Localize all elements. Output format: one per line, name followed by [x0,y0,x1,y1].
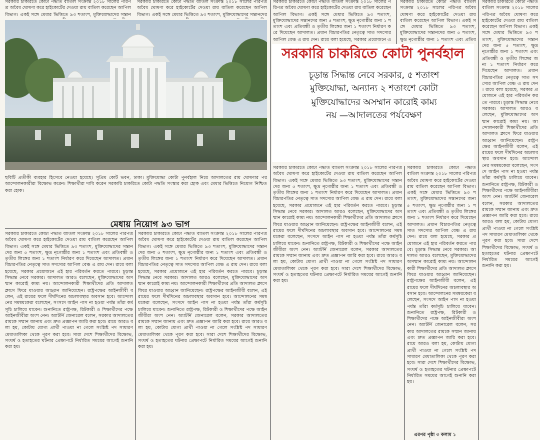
continuation-note: এরপর পৃষ্ঠা ৩ কলাম ১ [414,433,456,438]
deck-line: নয় —আদালতের পর্যবেক্ষণ [326,111,422,122]
headline: সরকারি চাকরিতে কোটা পুনর্বহাল [281,46,465,62]
headline-deck [276,70,472,124]
court-building-photo [5,20,267,170]
body-column-right-top: সরকারি চাকরিতে কোটা পদ্ধতি বাতিল সংক্রান্ত ২০১৮ সালের পরিপত্র অবৈধ ঘোষণা করে হাইকোর্টের দেওয়া রায় বাতিল করেছেন আপিল বিভাগ। একই সঙ্গে মেধার ভিত্তিতে ৯৩ শতাংশ, মুক্তিযোদ্ধাদের সন্তানদের জন্য ৫ শতাংশ, ক্ষুদ্র নৃগোষ্ঠীর জন্য ১ শতাংশ এবং প্রতিব [400,0,476,42]
body-column-center-right: সরকারি চাকরিতে কোটা পদ্ধতি বাতিল সংক্রান্ত ২০১৮ সালের পরিপত্র অবৈধ ঘোষণা করে হাইকোর্টের দেওয়া রায় বাতিল করেছেন আপিল বিভাগ। একই সঙ্গে মেধার ভিত্তিতে ৯৩ শতাংশ, মুক্তিযোদ্ধাদের সন্তানদের জন্য ৫ শতাংশ, ক্ষুদ্র নৃগোষ্ঠীর জন্য ১ শতাংশ এবং প্রতিবন্ধী ও তৃতীয় লিঙ্গের জন্য ১ শতাংশ নির্ধারণ করে দিয়েছেন আদালত। প্রধান বিচারপতির নেতৃত্বে সাত সদস্যের আপিল বেঞ্চ এ রায় দেন। রায়ে বলা হয়েছে, সরকার প্রয়োজনে এই হার পরিবর্তন করতে পারবে। চূড়ান্ত সিদ্ধান্ত নেবে সরকার। আদালত আরও বলেছেন, মুক্তিযোদ্ধাদের অসম্মান কারোই কাম্য নয়। আন্দোলনকারী শিক্ষার্থীদের প্রতি আদালত ক্লাসে ফিরে যাওয়ার আহ্বান জানিয়েছেন। রাষ্ট্রপক্ষের আইনজীবী বলেন, এই রায়ের ফলে দীর্ঘদিনের অচলাবস্থার অবসান হবে। আন্দোলনের সমন্বয়কেরা বলেছেন, সংসদে আইন পাস না হওয়া পর্যন্ত তাঁরা কর্মসূচি চালিয়ে যাবেন। শুনানিতে রাষ্ট্রপক্ষ, রিটকারী ও শিক্ষার্থীদের পক্ষে আইনজীবীরা অংশ নেন। অ্যাটর্নি জেনারেল বলেন, সরকার আদালতের রায়কে সম্মান জানায় এবং দ্রুত প্রজ্ঞাপন জারি করা হবে। রায়ে আরও বলা হয়, কোটায় যোগ্য প্রার্থী পাওয়া না গেলে সংশ্লিষ্ট পদ সাধারণ মেধাতালিকা থেকে পূরণ করা হবে। সারা দেশে শিক্ষার্থীদের বিক্ষোভ, সংঘর্ষ ও হতাহতের ঘটনার প্রেক্ষাপটে নির্ধারিত সময়ের আগেই শুনানি করা হয়। [407,166,476,386]
story-title: মেধায় নিয়োগ ৯৩ ভাগ [110,220,190,230]
photo-caption: ছবিটি প্রতীকী ব্যবহার হিসেবে নেওয়া হয়েছে। সুপ্রিম কোর্ট ভবন, ঢাকা। মুক্তিযোদ্ধা কোটা পুনর্বহাল নিয়ে আদালতের রায় ঘোষণার পর আন্দোলনকারীরা বিক্ষোভ করেন। শিক্ষার্থীরা দাবি করেন সরকারি চাকরিতে কোটা পদ্ধতি সংস্কার করা হোক এবং মেধার ভিত্তিতে নিয়োগ নিশ্চিত করা হোক। [5,176,267,194]
column-rule [396,0,397,44]
body-column-top-right: সরকারি চাকরিতে কোটা পদ্ধতি বাতিল সংক্রান্ত ২০১৮ সালের পরিপত্র অবৈধ ঘোষণা করে হাইকোর্টের দেওয়া রায় বাতিল করেছেন আপিল বিভাগ। একই সঙ্গে মেধার ভিত্তিতে ৯৩ শতাংশ, মুক্তিযোদ্ধাদের সন্তানদের জন্য ৫ শতাংশ, ক্ষুদ্র নৃগোষ্ঠীর জন্য ১ শতাংশ এবং প্রতিবন্ধী ও তৃতীয় লিঙ্গের জন্য ১ শতাংশ নির্ধারণ করে দিয়েছেন আদালত। প্রধান বিচারপতির নেতৃত্বে সাত সদস্যের আপিল বেঞ্চ এ রায় দেন। রায়ে বলা হয়েছে, সরকার প্রয়োজনে এ [273,0,391,42]
body-column-top-mid: সরকারি চাকরিতে কোটা পদ্ধতি বাতিল সংক্রান্ত ২০১৮ সালের পরিপত্র অবৈধ ঘোষণা করে হাইকোর্টের দেওয়া রায় বাতিল করেছেন আপিল বিভাগ। একই সঙ্গে মেধার ভিত্তিতে ৯৩ শতাংশ, মুক্তিযোদ্ধাদের সন্তানদের [137,0,267,18]
body-column-center: সরকারি চাকরিতে কোটা পদ্ধতি বাতিল সংক্রান্ত ২০১৮ সালের পরিপত্র অবৈধ ঘোষণা করে হাইকোর্টের দেওয়া রায় বাতিল করেছেন আপিল বিভাগ। একই সঙ্গে মেধার ভিত্তিতে ৯৩ শতাংশ, মুক্তিযোদ্ধাদের সন্তানদের জন্য ৫ শতাংশ, ক্ষুদ্র নৃগোষ্ঠীর জন্য ১ শতাংশ এবং প্রতিবন্ধী ও তৃতীয় লিঙ্গের জন্য ১ শতাংশ নির্ধারণ করে দিয়েছেন আদালত। প্রধান বিচারপতির নেতৃত্বে সাত সদস্যের আপিল বেঞ্চ এ রায় দেন। রায়ে বলা হয়েছে, সরকার প্রয়োজনে এই হার পরিবর্তন করতে পারবে। চূড়ান্ত সিদ্ধান্ত নেবে সরকার। আদালত আরও বলেছেন, মুক্তিযোদ্ধাদের অসম্মান কারোই কাম্য নয়। আন্দোলনকারী শিক্ষার্থীদের প্রতি আদালত ক্লাসে ফিরে যাওয়ার আহ্বান জানিয়েছেন। রাষ্ট্রপক্ষের আইনজীবী বলেন, এই রায়ের ফলে দীর্ঘদিনের অচলাবস্থার অবসান হবে। আন্দোলনের সমন্বয়কেরা বলেছেন, সংসদে আইন পাস না হওয়া পর্যন্ত তাঁরা কর্মসূচি চালিয়ে যাবেন। শুনানিতে রাষ্ট্রপক্ষ, রিটকারী ও শিক্ষার্থীদের পক্ষে আইনজীবীরা অংশ নেন। অ্যাটর্নি জেনারেল বলেন, সরকার আদালতের রায়কে সম্মান জানায় এবং দ্রুত প্রজ্ঞাপন জারি করা হবে। রায়ে আরও বলা হয়, কোটায় যোগ্য প্রার্থী পাওয়া না গেলে সংশ্লিষ্ট পদ সাধারণ মেধাতালিকা থেকে পূরণ করা হবে। সারা দেশে শিক্ষার্থীদের বিক্ষোভ, সংঘর্ষ ও হতাহতের ঘটনার প্রেক্ষাপটে নির্ধারিত সময়ের আগেই শুনানি করা হয়। [273,166,402,285]
body-column-lower-left-2: সরকারি চাকরিতে কোটা পদ্ধতি বাতিল সংক্রান্ত ২০১৮ সালের পরিপত্র অবৈধ ঘোষণা করে হাইকোর্টের দেওয়া রায় বাতিল করেছেন আপিল বিভাগ। একই সঙ্গে মেধার ভিত্তিতে ৯৩ শতাংশ, মুক্তিযোদ্ধাদের সন্তানদের জন্য ৫ শতাংশ, ক্ষুদ্র নৃগোষ্ঠীর জন্য ১ শতাংশ এবং প্রতিবন্ধী ও তৃতীয় লিঙ্গের জন্য ১ শতাংশ নির্ধারণ করে দিয়েছেন আদালত। প্রধান বিচারপতির নেতৃত্বে সাত সদস্যের আপিল বেঞ্চ এ রায় দেন। রায়ে বলা হয়েছে, সরকার প্রয়োজনে এই হার পরিবর্তন করতে পারবে। চূড়ান্ত সিদ্ধান্ত নেবে সরকার। আদালত আরও বলেছেন, মুক্তিযোদ্ধাদের অসম্মান কারোই কাম্য নয়। আন্দোলনকারী শিক্ষার্থীদের প্রতি আদালত ক্লাসে ফিরে যাওয়ার আহ্বান জানিয়েছেন। রাষ্ট্রপক্ষের আইনজীবী বলেন, এই রায়ের ফলে দীর্ঘদিনের অচলাবস্থার অবসান হবে। আন্দোলনের সমন্বয়কেরা বলেছেন, সংসদে আইন পাস না হওয়া পর্যন্ত তাঁরা কর্মসূচি চালিয়ে যাবেন। শুনানিতে রাষ্ট্রপক্ষ, রিটকারী ও শিক্ষার্থীদের পক্ষে আইনজীবীরা অংশ নেন। অ্যাটর্নি জেনারেল বলেন, সরকার আদালতের রায়কে সম্মান জানায় এবং দ্রুত প্রজ্ঞাপন জারি করা হবে। রায়ে আরও বলা হয়, কোটায় যোগ্য প্রার্থী পাওয়া না গেলে সংশ্লিষ্ট পদ সাধারণ মেধাতালিকা থেকে পূরণ করা হবে। সারা দেশে শিক্ষার্থীদের বিক্ষোভ, সংঘর্ষ ও হতাহতের ঘটনার প্রেক্ষাপটে নির্ধারিত সময়ের আগেই শুনানি করা হয়। [138,232,267,351]
body-column-far-right: সরকারি চাকরিতে কোটা পদ্ধতি বাতিল সংক্রান্ত ২০১৮ সালের পরিপত্র অবৈধ ঘোষণা করে হাইকোর্টের দেওয়া রায় বাতিল করেছেন আপিল বিভাগ। একই সঙ্গে মেধার ভিত্তিতে ৯৩ শতাংশ, মুক্তিযোদ্ধাদের সন্তানদের জন্য ৫ শতাংশ, ক্ষুদ্র নৃগোষ্ঠীর জন্য ১ শতাংশ এবং প্রতিবন্ধী ও তৃতীয় লিঙ্গের জন্য ১ শতাংশ নির্ধারণ করে দিয়েছেন আদালত। প্রধান বিচারপতির নেতৃত্বে সাত সদস্যের আপিল বেঞ্চ এ রায় দেন। রায়ে বলা হয়েছে, সরকার প্রয়োজনে এই হার পরিবর্তন করতে পারবে। চূড়ান্ত সিদ্ধান্ত নেবে সরকার। আদালত আরও বলেছেন, মুক্তিযোদ্ধাদের অসম্মান কারোই কাম্য নয়। আন্দোলনকারী শিক্ষার্থীদের প্রতি আদালত ক্লাসে ফিরে যাওয়ার আহ্বান জানিয়েছেন। রাষ্ট্রপক্ষের আইনজীবী বলেন, এই রায়ের ফলে দীর্ঘদিনের অচলাবস্থার অবসান হবে। আন্দোলনের সমন্বয়কেরা বলেছেন, সংসদে আইন পাস না হওয়া পর্যন্ত তাঁরা কর্মসূচি চালিয়ে যাবেন। শুনানিতে রাষ্ট্রপক্ষ, রিটকারী ও শিক্ষার্থীদের পক্ষে আইনজীবীরা অংশ নেন। অ্যাটর্নি জেনারেল বলেন, সরকার আদালতের রায়কে সম্মান জানায় এবং দ্রুত প্রজ্ঞাপন জারি করা হবে। রায়ে আরও বলা হয়, কোটায় যোগ্য প্রার্থী পাওয়া না গেলে সংশ্লিষ্ট পদ সাধারণ মেধাতালিকা থেকে পূরণ করা হবে। সারা দেশে শিক্ষার্থীদের বিক্ষোভ, সংঘর্ষ ও হতাহতের ঘটনার প্রেক্ষাপটে নির্ধারিত সময়ের আগেই শুনানি করা হয়। [482,0,538,270]
column-rule [270,0,271,440]
deck-line: মুক্তিযোদ্ধাদের অসম্মান কারোই কাম্য [311,97,437,108]
body-column-top-left: সরকারি চাকরিতে কোটা পদ্ধতি বাতিল সংক্রান্ত ২০১৮ সালের পরিপত্র অবৈধ ঘোষণা করে হাইকোর্টের দেওয়া রায় বাতিল করেছেন আপিল বিভাগ। একই সঙ্গে মেধার ভিত্তিতে ৯৩ শতাংশ, মুক্তিযোদ্ধাদের সন্তান [5,0,131,18]
body-column-lower-left: সরকারি চাকরিতে কোটা পদ্ধতি বাতিল সংক্রান্ত ২০১৮ সালের পরিপত্র অবৈধ ঘোষণা করে হাইকোর্টের দেওয়া রায় বাতিল করেছেন আপিল বিভাগ। একই সঙ্গে মেধার ভিত্তিতে ৯৩ শতাংশ, মুক্তিযোদ্ধাদের সন্তানদের জন্য ৫ শতাংশ, ক্ষুদ্র নৃগোষ্ঠীর জন্য ১ শতাংশ এবং প্রতিবন্ধী ও তৃতীয় লিঙ্গের জন্য ১ শতাংশ নির্ধারণ করে দিয়েছেন আদালত। প্রধান বিচারপতির নেতৃত্বে সাত সদস্যের আপিল বেঞ্চ এ রায় দেন। রায়ে বলা হয়েছে, সরকার প্রয়োজনে এই হার পরিবর্তন করতে পারবে। চূড়ান্ত সিদ্ধান্ত নেবে সরকার। আদালত আরও বলেছেন, মুক্তিযোদ্ধাদের অসম্মান কারোই কাম্য নয়। আন্দোলনকারী শিক্ষার্থীদের প্রতি আদালত ক্লাসে ফিরে যাওয়ার আহ্বান জানিয়েছেন। রাষ্ট্রপক্ষের আইনজীবী বলেন, এই রায়ের ফলে দীর্ঘদিনের অচলাবস্থার অবসান হবে। আন্দোলনের সমন্বয়কেরা বলেছেন, সংসদে আইন পাস না হওয়া পর্যন্ত তাঁরা কর্মসূচি চালিয়ে যাবেন। শুনানিতে রাষ্ট্রপক্ষ, রিটকারী ও শিক্ষার্থীদের পক্ষে আইনজীবীরা অংশ নেন। অ্যাটর্নি জেনারেল বলেন, সরকার আদালতের রায়কে সম্মান জানায় এবং দ্রুত প্রজ্ঞাপন জারি করা হবে। রায়ে আরও বলা হয়, কোটায় যোগ্য প্রার্থী পাওয়া না গেলে সংশ্লিষ্ট পদ সাধারণ মেধাতালিকা থেকে পূরণ করা হবে। সারা দেশে শিক্ষার্থীদের বিক্ষোভ, সংঘর্ষ ও হতাহতের ঘটনার প্রেক্ষাপটে নির্ধারিত সময়ের আগেই শুনানি করা হয়। [5,232,133,351]
column-rule [404,166,405,440]
title-underline [5,228,267,229]
deck-line: মুক্তিযোদ্ধা, অন্যান্য ২ শতাংশে কোটা [309,84,439,95]
column-rule [135,230,136,440]
deck-line: চূড়ান্ত সিদ্ধান্ত নেবে সরকার, ৫ শতাংশ [308,71,440,81]
court-building-illustration [5,20,267,170]
column-rule [478,0,479,440]
